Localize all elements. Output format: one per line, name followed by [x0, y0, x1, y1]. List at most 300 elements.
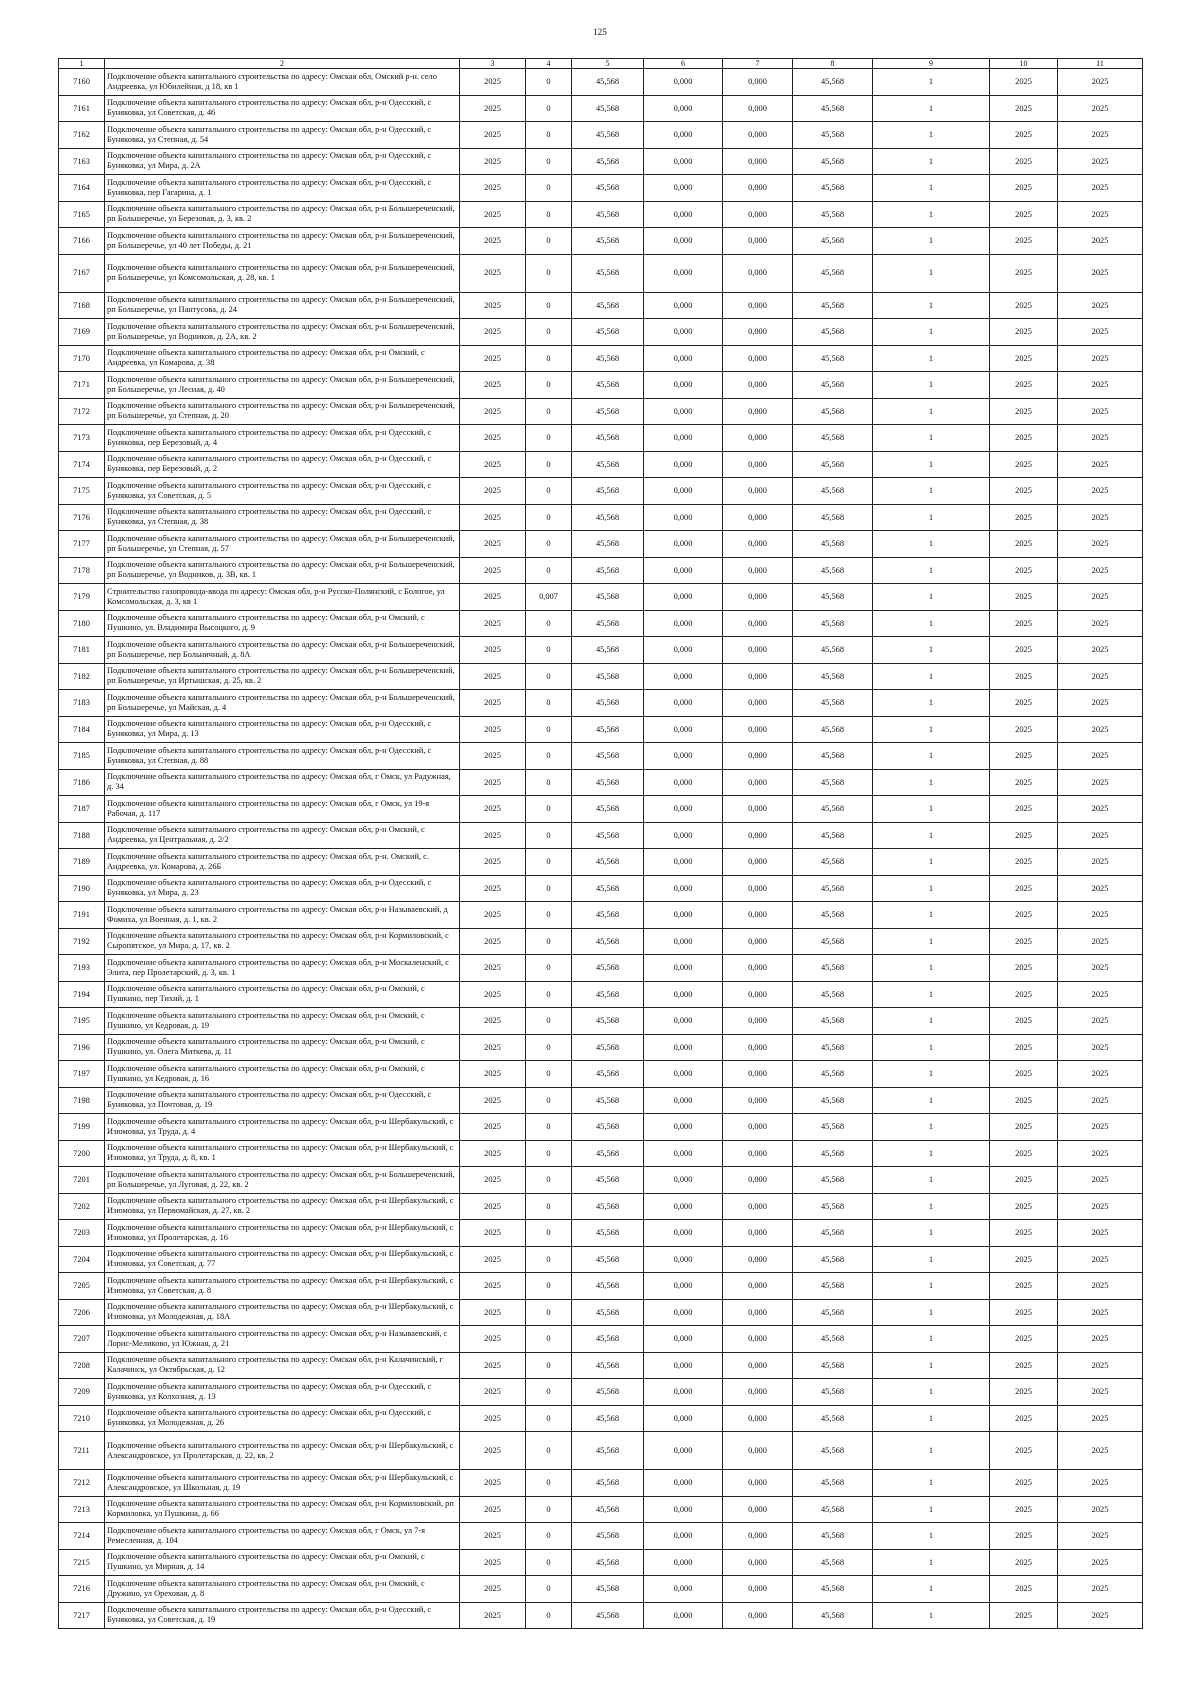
cell-col-4: 0 — [526, 292, 572, 319]
cell-col-9: 1 — [873, 1523, 990, 1550]
cell-col-3: 2025 — [460, 1549, 526, 1576]
cell-col-6: 0,000 — [644, 478, 723, 505]
row-number: 7172 — [59, 398, 105, 425]
cell-col-6: 0,000 — [644, 1470, 723, 1497]
row-number: 7211 — [59, 1432, 105, 1470]
table-row — [59, 1496, 1143, 1523]
header-cell: 10 — [990, 59, 1058, 69]
cell-col-11: 2025 — [1058, 1061, 1143, 1088]
row-number: 7178 — [59, 557, 105, 584]
cell-col-11: 2025 — [1058, 478, 1143, 505]
cell-col-9: 1 — [873, 504, 990, 531]
cell-col-7: 0,000 — [723, 1061, 793, 1088]
row-number: 7207 — [59, 1326, 105, 1353]
cell-col-9: 1 — [873, 610, 990, 637]
table-row — [59, 557, 1143, 584]
cell-col-7: 0,000 — [723, 122, 793, 149]
table-row — [59, 610, 1143, 637]
cell-col-3: 2025 — [460, 1220, 526, 1247]
cell-col-4: 0 — [526, 69, 572, 96]
object-description: Подключение объекта капитального строительства по адресу: Омская обл, р-н Шербакульский, с Изюмовка, ул Пролетарская, д. 16 — [105, 1220, 460, 1247]
cell-col-4: 0 — [526, 796, 572, 823]
cell-col-5: 45,568 — [572, 1405, 644, 1432]
header-cell: 3 — [460, 59, 526, 69]
cell-col-5: 45,568 — [572, 95, 644, 122]
header-cell: 11 — [1058, 59, 1143, 69]
object-description: Подключение объекта капитального строительства по адресу: Омская обл, р-н Калачинский, г Калачинск, ул Октябрьская, д. 12 — [105, 1352, 460, 1379]
table-row — [59, 319, 1143, 346]
cell-col-3: 2025 — [460, 201, 526, 228]
cell-col-7: 0,000 — [723, 557, 793, 584]
cell-col-6: 0,000 — [644, 1273, 723, 1300]
object-description: Подключение объекта капитального строительства по адресу: Омская обл, р-н Большереченский, рп Большеречье, пер Больничный, д. 8А — [105, 637, 460, 664]
cell-col-5: 45,568 — [572, 1496, 644, 1523]
cell-col-9: 1 — [873, 875, 990, 902]
object-description: Подключение объекта капитального строительства по адресу: Омская обл, р-н Большереченский, рп Большеречье, ул Майская, д. 4 — [105, 690, 460, 717]
cell-col-8: 45,568 — [793, 1496, 873, 1523]
cell-col-11: 2025 — [1058, 663, 1143, 690]
cell-col-10: 2025 — [990, 451, 1058, 478]
cell-col-7: 0,000 — [723, 1326, 793, 1353]
cell-col-6: 0,000 — [644, 148, 723, 175]
cell-col-11: 2025 — [1058, 292, 1143, 319]
table-row — [59, 1405, 1143, 1432]
cell-col-9: 1 — [873, 69, 990, 96]
cell-col-3: 2025 — [460, 1379, 526, 1406]
object-description: Подключение объекта капитального строительства по адресу: Омская обл, р-н Одесский, с Буняковка, ул Степная, д. 54 — [105, 122, 460, 149]
cell-col-5: 45,568 — [572, 1432, 644, 1470]
cell-col-3: 2025 — [460, 822, 526, 849]
cell-col-3: 2025 — [460, 849, 526, 876]
cell-col-3: 2025 — [460, 557, 526, 584]
cell-col-3: 2025 — [460, 345, 526, 372]
cell-col-11: 2025 — [1058, 822, 1143, 849]
cell-col-7: 0,000 — [723, 1246, 793, 1273]
cell-col-9: 1 — [873, 1167, 990, 1194]
cell-col-11: 2025 — [1058, 122, 1143, 149]
table-row — [59, 451, 1143, 478]
cell-col-5: 45,568 — [572, 981, 644, 1008]
cell-col-6: 0,000 — [644, 716, 723, 743]
cell-col-4: 0 — [526, 1140, 572, 1167]
cell-col-7: 0,000 — [723, 1008, 793, 1035]
cell-col-3: 2025 — [460, 425, 526, 452]
row-number: 7208 — [59, 1352, 105, 1379]
table-row — [59, 1326, 1143, 1353]
cell-col-9: 1 — [873, 796, 990, 823]
table-row — [59, 928, 1143, 955]
cell-col-3: 2025 — [460, 1299, 526, 1326]
cell-col-7: 0,000 — [723, 849, 793, 876]
table-row — [59, 175, 1143, 202]
cell-col-8: 45,568 — [793, 1299, 873, 1326]
cell-col-7: 0,000 — [723, 1405, 793, 1432]
cell-col-3: 2025 — [460, 175, 526, 202]
cell-col-5: 45,568 — [572, 584, 644, 611]
table-body — [59, 59, 1143, 1629]
cell-col-8: 45,568 — [793, 1432, 873, 1470]
cell-col-4: 0 — [526, 716, 572, 743]
cell-col-10: 2025 — [990, 1167, 1058, 1194]
cell-col-8: 45,568 — [793, 637, 873, 664]
cell-col-5: 45,568 — [572, 1220, 644, 1247]
cell-col-9: 1 — [873, 1299, 990, 1326]
cell-col-8: 45,568 — [793, 1379, 873, 1406]
object-description: Подключение объекта капитального строительства по адресу: Омская обл, р-н Шербакульский, с Александровское, ул Школьная, д. 19 — [105, 1470, 460, 1497]
object-description: Подключение объекта капитального строительства по адресу: Омская обл, р-н Омский, с Дружино, ул Ореховая, д. 8 — [105, 1576, 460, 1603]
cell-col-4: 0 — [526, 1496, 572, 1523]
cell-col-9: 1 — [873, 1470, 990, 1497]
cell-col-6: 0,000 — [644, 69, 723, 96]
cell-col-7: 0,000 — [723, 254, 793, 292]
table-row — [59, 1470, 1143, 1497]
cell-col-6: 0,000 — [644, 796, 723, 823]
cell-col-11: 2025 — [1058, 981, 1143, 1008]
cell-col-9: 1 — [873, 228, 990, 255]
object-description: Подключение объекта капитального строительства по адресу: Омская обл, р-н Большереченский, рп Большеречье, ул Степная, д. 57 — [105, 531, 460, 558]
row-number: 7199 — [59, 1114, 105, 1141]
cell-col-5: 45,568 — [572, 955, 644, 982]
object-description: Подключение объекта капитального строительства по адресу: Омская обл, р-н Одесский, с Буняковка, ул Мира, д. 23 — [105, 875, 460, 902]
cell-col-5: 45,568 — [572, 1326, 644, 1353]
cell-col-4: 0 — [526, 1193, 572, 1220]
cell-col-10: 2025 — [990, 1405, 1058, 1432]
row-number: 7160 — [59, 69, 105, 96]
cell-col-4: 0 — [526, 610, 572, 637]
cell-col-8: 45,568 — [793, 372, 873, 399]
cell-col-6: 0,000 — [644, 292, 723, 319]
row-number: 7196 — [59, 1034, 105, 1061]
cell-col-4: 0 — [526, 478, 572, 505]
cell-col-3: 2025 — [460, 637, 526, 664]
row-number: 7176 — [59, 504, 105, 531]
object-description: Подключение объекта капитального строительства по адресу: Омская обл, р-н Называевский, с Лорис-Меликово, ул Южная, д. 21 — [105, 1326, 460, 1353]
cell-col-6: 0,000 — [644, 95, 723, 122]
table-row — [59, 122, 1143, 149]
table-row — [59, 1602, 1143, 1629]
cell-col-8: 45,568 — [793, 796, 873, 823]
cell-col-3: 2025 — [460, 1496, 526, 1523]
cell-col-10: 2025 — [990, 531, 1058, 558]
cell-col-3: 2025 — [460, 902, 526, 929]
cell-col-8: 45,568 — [793, 769, 873, 796]
row-number: 7167 — [59, 254, 105, 292]
cell-col-7: 0,000 — [723, 1379, 793, 1406]
cell-col-6: 0,000 — [644, 1034, 723, 1061]
cell-col-9: 1 — [873, 716, 990, 743]
cell-col-7: 0,000 — [723, 69, 793, 96]
cell-col-3: 2025 — [460, 122, 526, 149]
cell-col-6: 0,000 — [644, 1061, 723, 1088]
cell-col-7: 0,000 — [723, 451, 793, 478]
cell-col-3: 2025 — [460, 1405, 526, 1432]
cell-col-11: 2025 — [1058, 504, 1143, 531]
object-description: Подключение объекта капитального строительства по адресу: Омская обл, р-н Шербакульский, с Изюмовка, ул Советская, д. 77 — [105, 1246, 460, 1273]
object-description: Подключение объекта капитального строительства по адресу: Омская обл, р-н Большереченский, рп Большеречье, ул Лесная, д. 40 — [105, 372, 460, 399]
cell-col-7: 0,000 — [723, 95, 793, 122]
cell-col-7: 0,000 — [723, 319, 793, 346]
cell-col-8: 45,568 — [793, 663, 873, 690]
header-cell: 2 — [105, 59, 460, 69]
cell-col-5: 45,568 — [572, 1246, 644, 1273]
cell-col-7: 0,000 — [723, 1602, 793, 1629]
cell-col-10: 2025 — [990, 849, 1058, 876]
row-number: 7209 — [59, 1379, 105, 1406]
cell-col-4: 0 — [526, 1549, 572, 1576]
table-row — [59, 425, 1143, 452]
cell-col-8: 45,568 — [793, 69, 873, 96]
row-number: 7198 — [59, 1087, 105, 1114]
cell-col-10: 2025 — [990, 1087, 1058, 1114]
row-number: 7170 — [59, 345, 105, 372]
cell-col-7: 0,000 — [723, 716, 793, 743]
table-row — [59, 1549, 1143, 1576]
cell-col-6: 0,000 — [644, 557, 723, 584]
object-description: Подключение объекта капитального строительства по адресу: Омская обл, р-н Одесский, с Буняковка, ул Мира, д. 2А — [105, 148, 460, 175]
row-number: 7214 — [59, 1523, 105, 1550]
row-number: 7188 — [59, 822, 105, 849]
cell-col-5: 45,568 — [572, 69, 644, 96]
cell-col-7: 0,000 — [723, 148, 793, 175]
cell-col-3: 2025 — [460, 955, 526, 982]
cell-col-5: 45,568 — [572, 690, 644, 717]
cell-col-5: 45,568 — [572, 743, 644, 770]
cell-col-11: 2025 — [1058, 228, 1143, 255]
cell-col-10: 2025 — [990, 716, 1058, 743]
cell-col-4: 0 — [526, 425, 572, 452]
row-number: 7164 — [59, 175, 105, 202]
object-description: Подключение объекта капитального строительства по адресу: Омская обл, р-н Омский, с Пушкино, ул. Владимира Высоцкого, д. 9 — [105, 610, 460, 637]
cell-col-4: 0 — [526, 1299, 572, 1326]
cell-col-11: 2025 — [1058, 1193, 1143, 1220]
cell-col-8: 45,568 — [793, 95, 873, 122]
cell-col-11: 2025 — [1058, 69, 1143, 96]
cell-col-6: 0,000 — [644, 981, 723, 1008]
cell-col-8: 45,568 — [793, 849, 873, 876]
cell-col-4: 0 — [526, 1602, 572, 1629]
cell-col-9: 1 — [873, 425, 990, 452]
cell-col-11: 2025 — [1058, 1549, 1143, 1576]
cell-col-4: 0 — [526, 1114, 572, 1141]
cell-col-5: 45,568 — [572, 425, 644, 452]
cell-col-3: 2025 — [460, 981, 526, 1008]
cell-col-6: 0,000 — [644, 1576, 723, 1603]
cell-col-8: 45,568 — [793, 1008, 873, 1035]
cell-col-9: 1 — [873, 1352, 990, 1379]
cell-col-11: 2025 — [1058, 1326, 1143, 1353]
cell-col-3: 2025 — [460, 584, 526, 611]
cell-col-4: 0 — [526, 822, 572, 849]
object-description: Подключение объекта капитального строительства по адресу: Омская обл, р-н Одесский, с Буняковка, пер Березовый, д. 2 — [105, 451, 460, 478]
object-description: Подключение объекта капитального строительства по адресу: Омская обл, р-н Шербакульский, с Изюмовка, ул Молодежная, д. 18А — [105, 1299, 460, 1326]
row-number: 7182 — [59, 663, 105, 690]
cell-col-5: 45,568 — [572, 637, 644, 664]
cell-col-8: 45,568 — [793, 1061, 873, 1088]
cell-col-5: 45,568 — [572, 557, 644, 584]
table-row — [59, 1352, 1143, 1379]
cell-col-4: 0 — [526, 451, 572, 478]
cell-col-3: 2025 — [460, 1326, 526, 1353]
object-description: Подключение объекта капитального строительства по адресу: Омская обл, р-н Большереченский, рп Большеречье, ул 40 лет Победы, д. 21 — [105, 228, 460, 255]
cell-col-7: 0,000 — [723, 875, 793, 902]
row-number: 7165 — [59, 201, 105, 228]
object-description: Подключение объекта капитального строительства по адресу: Омская обл, р-н Большереченский, рп Большеречье, ул Комсомольская, д. 28, кв. 1 — [105, 254, 460, 292]
cell-col-7: 0,000 — [723, 663, 793, 690]
cell-col-11: 2025 — [1058, 201, 1143, 228]
cell-col-9: 1 — [873, 1379, 990, 1406]
cell-col-6: 0,000 — [644, 1326, 723, 1353]
cell-col-11: 2025 — [1058, 637, 1143, 664]
cell-col-11: 2025 — [1058, 1220, 1143, 1247]
cell-col-5: 45,568 — [572, 372, 644, 399]
cell-col-11: 2025 — [1058, 372, 1143, 399]
cell-col-4: 0 — [526, 1246, 572, 1273]
cell-col-11: 2025 — [1058, 1470, 1143, 1497]
cell-col-6: 0,000 — [644, 690, 723, 717]
cell-col-3: 2025 — [460, 95, 526, 122]
cell-col-11: 2025 — [1058, 557, 1143, 584]
table-row — [59, 69, 1143, 96]
cell-col-4: 0 — [526, 95, 572, 122]
cell-col-11: 2025 — [1058, 1576, 1143, 1603]
cell-col-8: 45,568 — [793, 398, 873, 425]
row-number: 7194 — [59, 981, 105, 1008]
cell-col-3: 2025 — [460, 1523, 526, 1550]
cell-col-3: 2025 — [460, 1167, 526, 1194]
cell-col-6: 0,000 — [644, 451, 723, 478]
cell-col-11: 2025 — [1058, 716, 1143, 743]
cell-col-9: 1 — [873, 1549, 990, 1576]
row-number: 7179 — [59, 584, 105, 611]
cell-col-3: 2025 — [460, 663, 526, 690]
cell-col-6: 0,000 — [644, 1549, 723, 1576]
cell-col-8: 45,568 — [793, 955, 873, 982]
cell-col-8: 45,568 — [793, 1470, 873, 1497]
cell-col-4: 0 — [526, 690, 572, 717]
cell-col-9: 1 — [873, 345, 990, 372]
cell-col-3: 2025 — [460, 1087, 526, 1114]
cell-col-5: 45,568 — [572, 319, 644, 346]
cell-col-3: 2025 — [460, 1193, 526, 1220]
cell-col-11: 2025 — [1058, 690, 1143, 717]
table-row — [59, 1379, 1143, 1406]
cell-col-4: 0 — [526, 1352, 572, 1379]
cell-col-5: 45,568 — [572, 1379, 644, 1406]
cell-col-7: 0,000 — [723, 1087, 793, 1114]
cell-col-8: 45,568 — [793, 584, 873, 611]
cell-col-10: 2025 — [990, 478, 1058, 505]
cell-col-4: 0 — [526, 955, 572, 982]
header-cell: 7 — [723, 59, 793, 69]
cell-col-5: 45,568 — [572, 451, 644, 478]
cell-col-11: 2025 — [1058, 1379, 1143, 1406]
cell-col-5: 45,568 — [572, 1523, 644, 1550]
cell-col-8: 45,568 — [793, 228, 873, 255]
object-description: Подключение объекта капитального строительства по адресу: Омская обл, р-н Большереченский, рп Большеречье, ул Степная, д. 20 — [105, 398, 460, 425]
cell-col-8: 45,568 — [793, 1576, 873, 1603]
object-description: Подключение объекта капитального строительства по адресу: Омская обл, р-н Большереченский, рп Большеречье, ул Иртышская, д. 25, кв. 2 — [105, 663, 460, 690]
cell-col-6: 0,000 — [644, 504, 723, 531]
cell-col-4: 0 — [526, 504, 572, 531]
cell-col-10: 2025 — [990, 1034, 1058, 1061]
cell-col-4: 0 — [526, 201, 572, 228]
row-number: 7192 — [59, 928, 105, 955]
cell-col-10: 2025 — [990, 372, 1058, 399]
row-number: 7161 — [59, 95, 105, 122]
cell-col-8: 45,568 — [793, 1034, 873, 1061]
cell-col-10: 2025 — [990, 1549, 1058, 1576]
header-cell: 5 — [572, 59, 644, 69]
cell-col-5: 45,568 — [572, 796, 644, 823]
row-number: 7184 — [59, 716, 105, 743]
cell-col-7: 0,000 — [723, 743, 793, 770]
cell-col-4: 0 — [526, 1326, 572, 1353]
cell-col-7: 0,000 — [723, 478, 793, 505]
cell-col-3: 2025 — [460, 928, 526, 955]
cell-col-6: 0,000 — [644, 1432, 723, 1470]
cell-col-9: 1 — [873, 531, 990, 558]
table-row — [59, 1193, 1143, 1220]
cell-col-10: 2025 — [990, 1602, 1058, 1629]
cell-col-7: 0,000 — [723, 1220, 793, 1247]
cell-col-7: 0,000 — [723, 1034, 793, 1061]
table-row — [59, 743, 1143, 770]
cell-col-11: 2025 — [1058, 1299, 1143, 1326]
table-row — [59, 531, 1143, 558]
cell-col-6: 0,000 — [644, 928, 723, 955]
cell-col-5: 45,568 — [572, 716, 644, 743]
cell-col-10: 2025 — [990, 1246, 1058, 1273]
cell-col-10: 2025 — [990, 584, 1058, 611]
row-number: 7195 — [59, 1008, 105, 1035]
cell-col-6: 0,000 — [644, 175, 723, 202]
cell-col-10: 2025 — [990, 228, 1058, 255]
table-row — [59, 981, 1143, 1008]
object-description: Подключение объекта капитального строительства по адресу: Омская обл, р-н Одесский, с Буняковка, ул Советская, д. 46 — [105, 95, 460, 122]
cell-col-7: 0,000 — [723, 1167, 793, 1194]
object-description: Подключение объекта капитального строительства по адресу: Омская обл, р-н Называевский, д Фомиха, ул Военная, д. 1, кв. 2 — [105, 902, 460, 929]
cell-col-3: 2025 — [460, 478, 526, 505]
cell-col-8: 45,568 — [793, 1220, 873, 1247]
cell-col-6: 0,000 — [644, 122, 723, 149]
row-number: 7171 — [59, 372, 105, 399]
object-description: Подключение объекта капитального строительства по адресу: Омская обл, р-н Одесский, с Буняковка, ул Почтовая, д. 19 — [105, 1087, 460, 1114]
cell-col-9: 1 — [873, 1114, 990, 1141]
cell-col-11: 2025 — [1058, 902, 1143, 929]
cell-col-5: 45,568 — [572, 1087, 644, 1114]
object-description: Подключение объекта капитального строительства по адресу: Омская обл, р-н Большереченский, рп Большеречье, ул Водников, д. 3В, кв. 1 — [105, 557, 460, 584]
row-number: 7203 — [59, 1220, 105, 1247]
cell-col-7: 0,000 — [723, 1549, 793, 1576]
cell-col-6: 0,000 — [644, 1496, 723, 1523]
cell-col-11: 2025 — [1058, 1246, 1143, 1273]
cell-col-5: 45,568 — [572, 148, 644, 175]
cell-col-5: 45,568 — [572, 228, 644, 255]
table-row — [59, 148, 1143, 175]
cell-col-8: 45,568 — [793, 148, 873, 175]
cell-col-7: 0,000 — [723, 1140, 793, 1167]
cell-col-7: 0,000 — [723, 1273, 793, 1300]
object-description: Подключение объекта капитального строительства по адресу: Омская обл, г Омск, ул 7-я Ремесленная, д. 104 — [105, 1523, 460, 1550]
cell-col-7: 0,000 — [723, 201, 793, 228]
table-row — [59, 716, 1143, 743]
cell-col-7: 0,000 — [723, 1496, 793, 1523]
cell-col-7: 0,000 — [723, 1299, 793, 1326]
cell-col-8: 45,568 — [793, 1087, 873, 1114]
cell-col-9: 1 — [873, 372, 990, 399]
cell-col-10: 2025 — [990, 1193, 1058, 1220]
object-description: Подключение объекта капитального строительства по адресу: Омская обл, р-н Одесский, с Буняковка, ул Советская, д. 5 — [105, 478, 460, 505]
